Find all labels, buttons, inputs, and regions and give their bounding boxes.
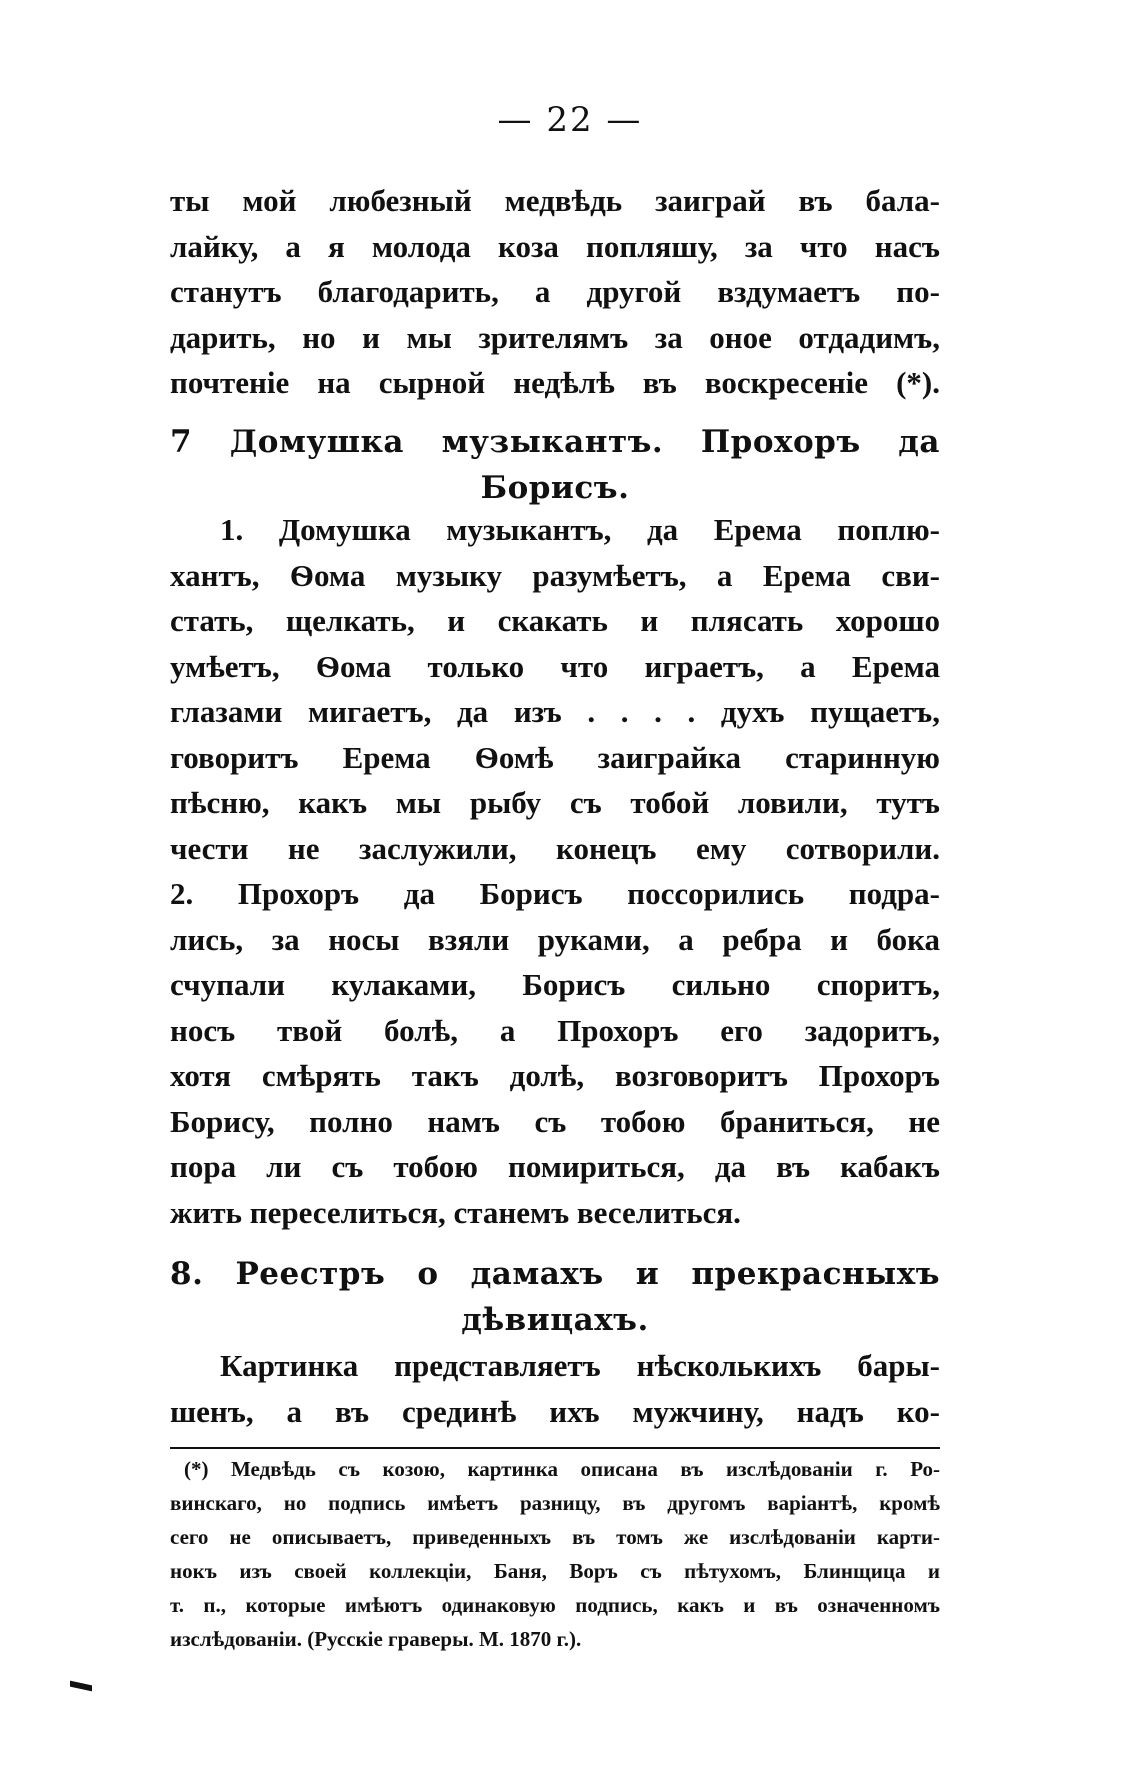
section-7-heading [170, 420, 940, 511]
text-line: лись, за носы взяли руками, а ребра и бока [170, 921, 940, 957]
text-line: счупали кулаками, Борисъ сильно споритъ, [170, 967, 940, 1002]
footnote-line: (*) Медвѣдь съ козою, картинка описана въ изслѣдованіи г. Ро- [184, 1457, 940, 1481]
footnote-line: нокъ изъ своей коллекціи, Баня, Воръ съ пѣтухомъ, Блинщица и [170, 1559, 940, 1583]
ink-mark [70, 1681, 92, 1692]
footnote [170, 1452, 940, 1656]
page-number: — 22 — [497, 100, 643, 140]
text-line: жить переселиться, станемъ веселиться. [170, 1194, 741, 1230]
paragraph-continuation [170, 178, 940, 406]
heading-line: Борисъ. [480, 469, 630, 506]
footnote-line: винскаго, но подпись имѣетъ разницу, въ другомъ варіантѣ, кромѣ [170, 1491, 940, 1515]
text-line: стать, щелкать, и скакать и плясать хорошо [170, 603, 940, 638]
heading-line: 8. Реестръ о дамахъ и прекрасныхъ [170, 1256, 940, 1292]
text-line: 1. Домушка музыкантъ, да Ерема поплю- [220, 512, 940, 547]
section-8-body [170, 1343, 940, 1434]
text-line: 2. Прохоръ да Борисъ поссорились подра- [170, 876, 940, 911]
text-line: говоритъ Ерема Ѳомѣ заиграйка старинную [170, 739, 940, 775]
text-line: ты мой любезный медвѣдь заиграй въ бала- [170, 183, 940, 218]
text-line: шенъ, а въ срединѣ ихъ мужчину, надъ ко- [170, 1393, 940, 1429]
text-line: Борису, полно намъ съ тобою браниться, не [170, 1103, 940, 1139]
text-line: дарить, но и мы зрителямъ за оное отдадимъ, [170, 319, 940, 355]
footnote-line: сего не описываетъ, приведенныхъ въ томъ же изслѣдованіи карти- [170, 1525, 940, 1549]
text-line: Картинка представляетъ нѣсколькихъ бары- [220, 1348, 940, 1383]
text-line: умѣетъ, Ѳома только что играетъ, а Ерема [170, 648, 940, 684]
text-line: почтеніе на сырной недѣлѣ въ воскресеніе (*). [170, 365, 940, 400]
text-line: хантъ, Ѳома музыку разумѣетъ, а Ерема сви- [170, 557, 940, 593]
section-7-body [170, 507, 940, 1235]
text-line: глазами мигаетъ, да изъ . . . . духъ пущаетъ, [170, 694, 940, 729]
text-line: пора ли съ тобою помириться, да въ кабакъ [170, 1149, 940, 1184]
footnote-line: т. п., которые имѣютъ одинаковую подпись, какъ и въ означенномъ [170, 1593, 940, 1617]
text-line: лайку, а я молода коза попляшу, за что насъ [170, 228, 940, 264]
text-line: носъ твой болѣ, а Прохоръ его задоритъ, [170, 1012, 940, 1048]
text-line: пѣсню, какъ мы рыбу съ тобой ловили, тутъ [170, 785, 940, 820]
text-line: станутъ благодарить, а другой вздумаетъ по- [170, 274, 940, 309]
text-line: хотя смѣрять такъ долѣ, возговоритъ Прохоръ [170, 1058, 940, 1093]
footnote-line: изслѣдованіи. (Русскіе граверы. М. 1870 г.). [170, 1627, 582, 1651]
footnote-rule [170, 1447, 940, 1449]
text-line: чести не заслужили, конецъ ему сотворили. [170, 830, 940, 866]
heading-line: дѣвицахъ. [461, 1301, 649, 1338]
heading-line: 7 Домушка музыкантъ. Прохоръ да [170, 424, 940, 460]
section-8-heading [170, 1252, 940, 1343]
